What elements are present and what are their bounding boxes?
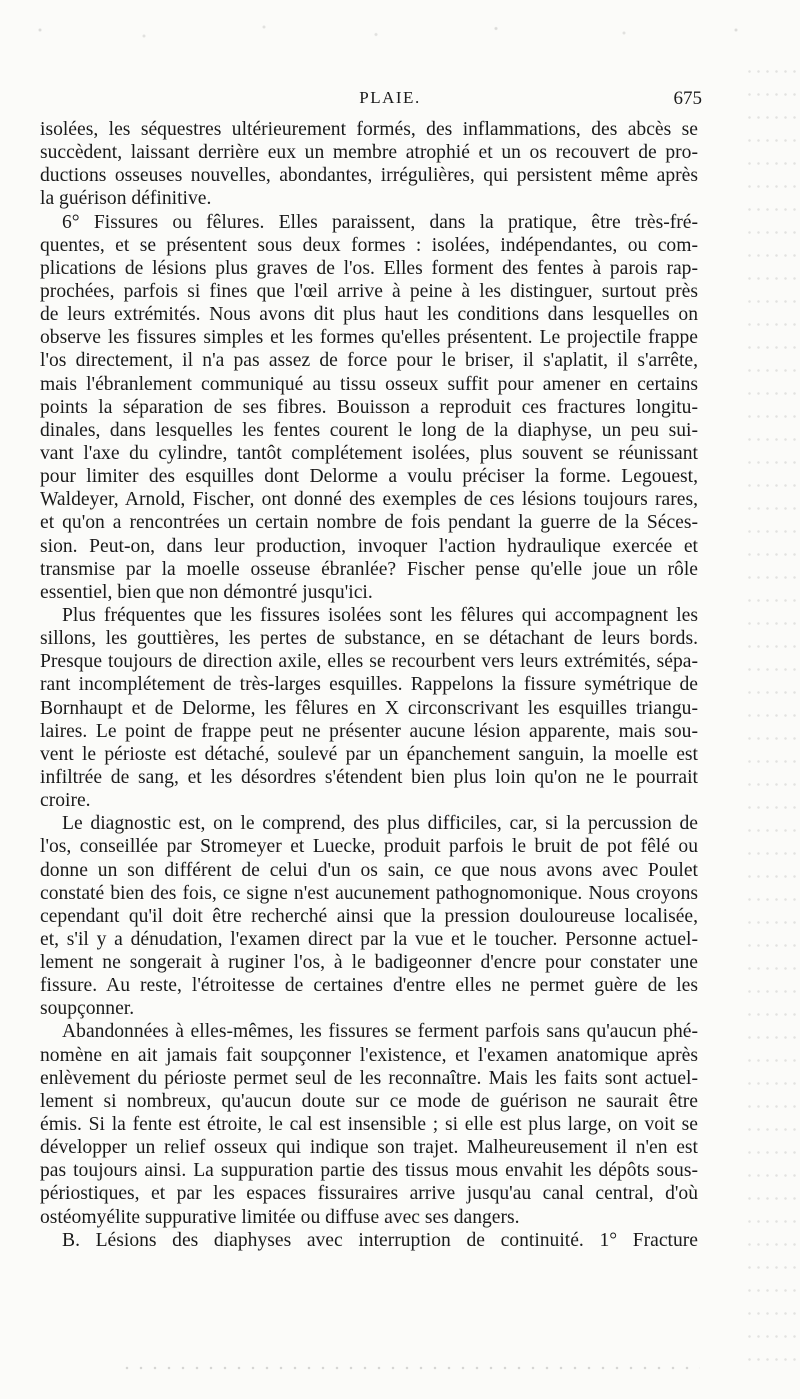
text-line: plications de lésions plus graves de l'os. Elles forment des fentes à parois rap-: [40, 257, 698, 279]
text-line: lement si nombreux, qu'aucun doute sur ce mode de guérison ne saurait être: [40, 1090, 698, 1112]
text-line: et qu'on a rencontrées un certain nombre de fois pendant la guerre de la Séces-: [40, 512, 698, 534]
text-line: lement ne songerait à ruginer l'os, à le badigeonner d'encre pour constater une: [40, 952, 698, 974]
text-line: fissure. Au reste, l'étroitesse de certaines d'entre elles ne permet guère de les: [40, 975, 698, 997]
text-line: observe les fissures simples et les formes qu'elles présentent. Le projectile frappe: [40, 327, 698, 349]
text-line: la guérison définitive.: [40, 188, 212, 210]
text-line: quentes, et se présentent sous deux formes : isolées, indépendantes, ou com-: [40, 234, 698, 256]
text-line: dinales, dans lesquelles les fentes courent le long de la diaphyse, un peu sui-: [40, 419, 698, 441]
text-line: nomène en ait jamais fait soupçonner l'existence, et l'examen anatomique après: [40, 1044, 698, 1066]
text-line: Waldeyer, Arnold, Fischer, ont donné des exemples de ces lésions toujours rares,: [40, 489, 698, 511]
text-line: Le diagnostic est, on le comprend, des plus difficiles, car, si la percussion de: [62, 813, 698, 835]
scan-noise-top: [0, 18, 800, 48]
text-line: essentiel, bien que non démontré jusqu'ici.: [40, 581, 373, 603]
text-line: laires. Le point de frappe peut ne présenter aucune lésion apparente, mais sou-: [40, 720, 698, 742]
text-line: Bornhaupt et de Delorme, les fêlures en X circonscrivant les esquilles triangu-: [40, 697, 698, 719]
body-text: [40, 118, 698, 1252]
text-line: 6° Fissures ou fêlures. Elles paraissent, dans la pratique, être très-fré-: [62, 211, 698, 233]
text-line: sion. Peut-on, dans leur production, invoquer l'action hydraulique exercée et: [40, 535, 698, 557]
text-line: croire.: [40, 790, 91, 812]
text-line: transmise par la moelle osseuse ébranlée? Fischer pense qu'elle joue un rôle: [40, 558, 698, 580]
text-line: l'os directement, il n'a pas assez de force pour le briser, il s'aplatit, il s'arrête,: [40, 350, 698, 372]
text-line: succèdent, laissant derrière eux un membre atrophié et un os recouvert de pro-: [40, 142, 698, 164]
text-line: constaté bien des fois, ce signe n'est aucunement pathognomonique. Nous croyons: [40, 882, 698, 904]
scan-noise-bottom: [120, 1365, 700, 1371]
text-line: développer un relief osseux qui indique son trajet. Malheureusement il n'en est: [40, 1137, 698, 1159]
text-line: Presque toujours de direction axile, elles se recourbent vers leurs extrémités, sépa-: [40, 651, 698, 673]
text-line: infiltrée de sang, et les désordres s'étendent bien plus loin qu'on ne le pourrait: [40, 766, 698, 788]
running-head: PLAIE.: [359, 88, 421, 107]
text-line: de leurs extrémités. Nous avons dit plus haut les conditions dans lesquelles on: [40, 304, 698, 326]
text-line: l'os, conseillée par Stromeyer et Luecke, produit parfois le bruit de pot fêlé ou: [40, 836, 698, 858]
text-line: périostiques, et par les espaces fissuraires arrive jusqu'au canal central, d'où: [40, 1183, 698, 1205]
text-line: donne un son différent de celui d'un os sain, ce que nous avons avec Poulet: [40, 859, 698, 881]
text-line: prochées, parfois si fines que l'œil arrive à peine à les distinguer, surtout près: [40, 280, 698, 302]
text-line: ductions osseuses nouvelles, abondantes, irrégulières, qui persistent même après: [40, 165, 698, 187]
text-line: Plus fréquentes que les fissures isolées sont les fêlures qui accompagnent les: [62, 604, 698, 626]
text-line: pas toujours ainsi. La suppuration partie des tissus mous envahit les dépôts sous-: [40, 1160, 698, 1182]
text-line: émis. Si la fente est étroite, le cal est insensible ; si elle est plus large, on voit se: [40, 1114, 698, 1136]
text-line: ostéomyélite suppurative limitée ou diffuse avec ses dangers.: [40, 1206, 520, 1228]
text-line: mais l'ébranlement communiqué au tissu osseux suffit pour amener en certains: [40, 373, 698, 395]
text-line: B. Lésions des diaphyses avec interruption de continuité. 1° Fracture: [62, 1229, 698, 1251]
text-line: pour limiter des esquilles dont Delorme a voulu préciser la forme. Legouest,: [40, 466, 698, 488]
page-number: 675: [673, 88, 702, 109]
page-header: [40, 88, 710, 116]
text-line: points la séparation de ses fibres. Bouisson a reproduit ces fractures longitu-: [40, 396, 698, 418]
scan-noise-margin: [745, 60, 800, 1380]
text-line: vant l'axe du cylindre, tantôt complétement isolées, plus souvent se réunissant: [40, 442, 698, 464]
text-line: Abandonnées à elles-mêmes, les fissures se ferment parfois sans qu'aucun phé-: [62, 1021, 698, 1043]
text-line: soupçonner.: [40, 998, 135, 1020]
text-line: isolées, les séquestres ultérieurement formés, des inflammations, des abcès se: [40, 119, 698, 140]
text-line: vent le périoste est détaché, soulevé par un épanchement sanguin, la moelle est: [40, 743, 698, 765]
text-line: rant incomplétement de très-larges esquilles. Rappelons la fissure symétrique de: [40, 674, 698, 696]
text-line: cependant qu'il doit être recherché ainsi que la pression douloureuse localisée,: [40, 905, 698, 927]
text-line: enlèvement du périoste permet seul de les reconnaître. Mais les faits sont actuel-: [40, 1067, 698, 1089]
text-line: sillons, les gouttières, les pertes de substance, en se détachant de leurs bords.: [40, 628, 698, 650]
text-line: et, s'il y a dénudation, l'examen direct par la vue et le toucher. Personne actuel-: [40, 928, 698, 950]
